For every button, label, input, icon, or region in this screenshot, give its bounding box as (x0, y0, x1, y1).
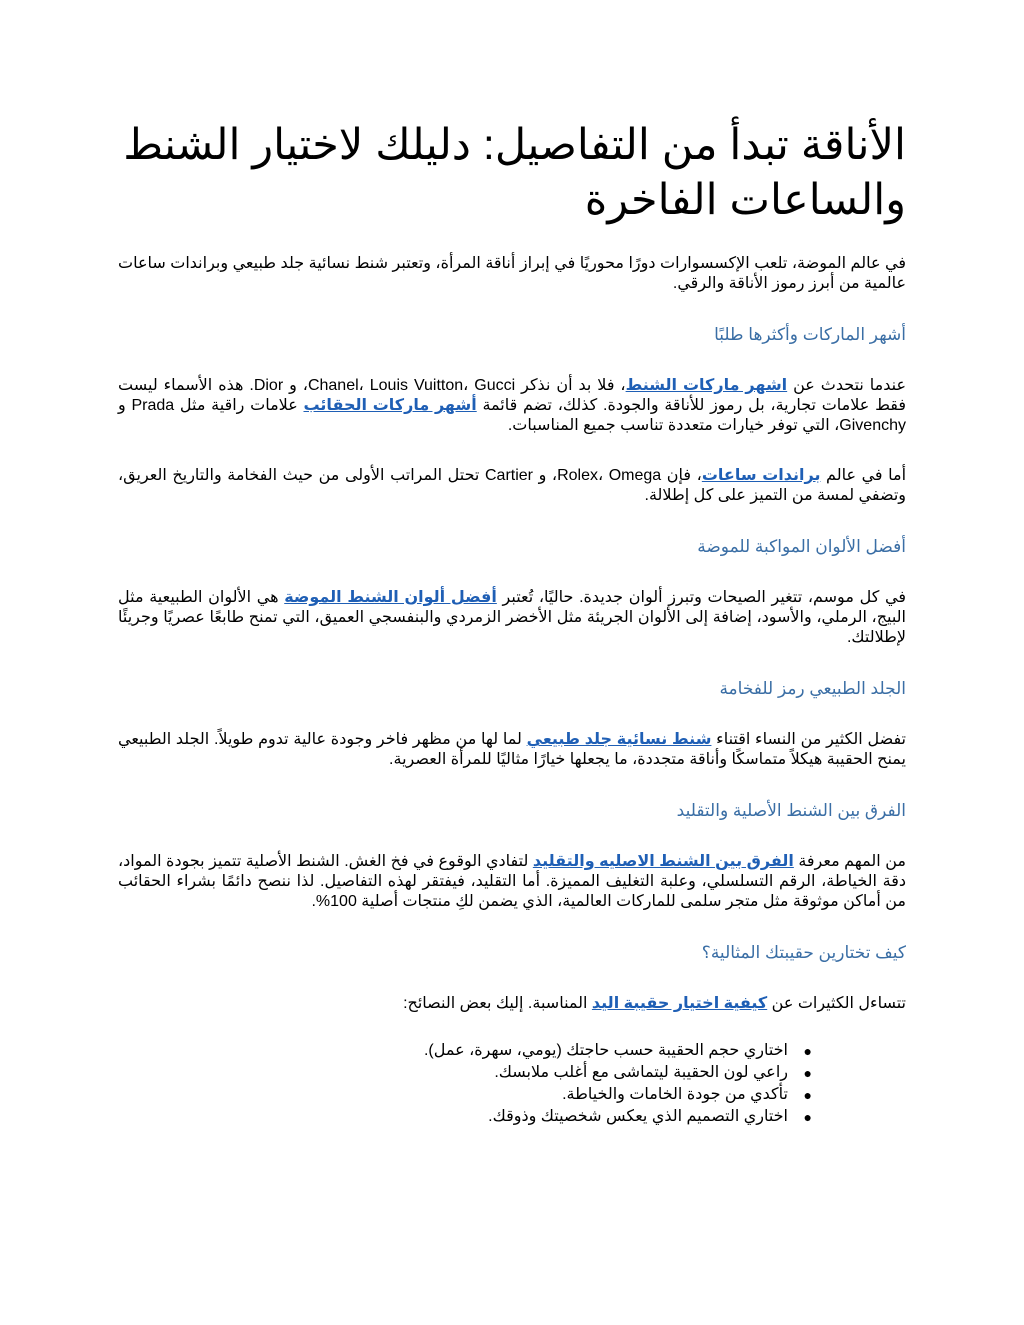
text-run: من المهم معرفة (793, 853, 906, 870)
text-run: لما لها من مظهر فاخر وجودة عالية تدوم طويلاً. الجلد الطبيعي يمنح الحقيبة هيكلاً متماسكًا وأناقة متجددة، ما يجعلها خيارًا مثاليًا للمرأة العصرية. (118, 731, 906, 768)
list-item (118, 1084, 812, 1106)
tips-list (118, 1040, 906, 1128)
leather-paragraph (118, 730, 906, 770)
brands-paragraph-2 (118, 466, 906, 506)
link-famous-handbag-brands[interactable]: أشهر ماركات الحقائب (303, 397, 477, 414)
section-heading-colors: أفضل الألوان المواكبة للموضة (697, 537, 906, 556)
section-heading-leather: الجلد الطبيعي رمز للفخامة (719, 679, 906, 698)
text-run: علامات راقية مثل Prada و Givenchy، التي توفر خيارات متعددة تناسب جميع المناسبات. (118, 397, 906, 434)
page-title: الأناقة تبدأ من التفاصيل: دليلك لاختيار الشنط والساعات الفاخرة (123, 121, 906, 224)
choose-paragraph (118, 994, 906, 1014)
list-item (118, 1062, 812, 1084)
list-item-text: اختاري حجم الحقيبة حسب حاجتك (يومي، سهرة، عمل). (423, 1042, 788, 1059)
text-run: أما في عالم (820, 467, 907, 484)
link-famous-bag-brands[interactable]: اشهر ماركات الشنط (625, 377, 788, 394)
section-heading-authentic: الفرق بين الشنط الأصلية والتقليد (676, 801, 906, 820)
list-item-text: اختاري التصميم الذي يعكس شخصيتك وذوقك. (488, 1108, 788, 1125)
link-how-to-choose-handbag[interactable]: كيفية اختيار حقيبة اليد (591, 995, 768, 1012)
text-run: في كل موسم، تتغير الصيحات وتبرز ألوان جديدة. حاليًا، تُعتبر (496, 589, 907, 606)
text-run: هي الألوان الطبيعية مثل البيج، الرملي، والأسود، إضافة إلى الألوان الجريئة مثل الأخضر الزمردي والبنفسجي العميق، التي تمنح طابعًا عصريًا وجريئًا لإطلالتك. (118, 589, 906, 646)
bullet-icon: ● (803, 1087, 812, 1103)
section-heading-choose: كيف تختارين حقيبتك المثالية؟ (701, 943, 906, 962)
section-heading-brands: أشهر الماركات وأكثرها طلبًا (714, 325, 906, 344)
intro-paragraph: في عالم الموضة، تلعب الإكسسوارات دورًا محوريًا في إبراز أناقة المرأة، وتعتبر شنط نسائية جلد طبيعي وبراندات ساعات عالمية من أبرز رموز الأناقة والرقي. (118, 255, 906, 292)
bullet-icon: ● (803, 1109, 812, 1125)
authentic-paragraph (118, 852, 906, 912)
link-leather-bags[interactable]: شنط نسائية جلد طبيعي (526, 731, 712, 748)
text-run: لتفادي الوقوع في فخ الغش. الشنط الأصلية تتميز بجودة المواد، دقة الخياطة، الرقم التسلسلي، وعلبة التغليف المميزة. أما التقليد، فيفتقر لهذه التفاصيل. لذا ننصح دائمًا بشراء الحقائب من أماكن موثوقة مثل متجر سلمى للماركات العالمية، الذي يضمن لكِ منتجات أصلية 100%. (118, 853, 906, 910)
link-best-bag-colors[interactable]: أفضل ألوان الشنط الموضة (284, 589, 497, 606)
list-item (118, 1040, 812, 1062)
text-run: ، فلا بد أن نذكر Chanel، Louis Vuitton، Gucci، و Dior. هذه الأسماء ليست فقط علامات تجارية، بل رموز للأناقة والجودة. كذلك، تضم قائمة (118, 377, 906, 414)
text-run: تفضل الكثير من النساء اقتناء (711, 731, 907, 748)
text-run: تتساءل الكثيرات عن (767, 995, 906, 1012)
link-watch-brands[interactable]: براندات ساعات (701, 467, 821, 484)
bullet-icon: ● (803, 1043, 812, 1059)
brands-paragraph-1 (118, 376, 906, 436)
text-run: عندما نتحدث عن (787, 377, 907, 394)
list-item-text: تأكدي من جودة الخامات والخياطة. (562, 1086, 788, 1103)
text-run: المناسبة. إليك بعض النصائح: (403, 995, 592, 1012)
bullet-icon: ● (803, 1065, 812, 1081)
list-item-text: راعي لون الحقيبة ليتماشى مع أغلب ملابسك. (494, 1064, 788, 1081)
text-run: ، فإن Rolex، Omega، و Cartier تحتل المراتب الأولى من حيث الفخامة والتاريخ العريق، وتضفي لمسة من التميز على كل إطلالة. (118, 467, 906, 504)
link-original-vs-fake[interactable]: الفرق بين الشنط الاصليه والتقليد (532, 853, 794, 870)
list-item (118, 1106, 812, 1128)
colors-paragraph (118, 588, 906, 648)
